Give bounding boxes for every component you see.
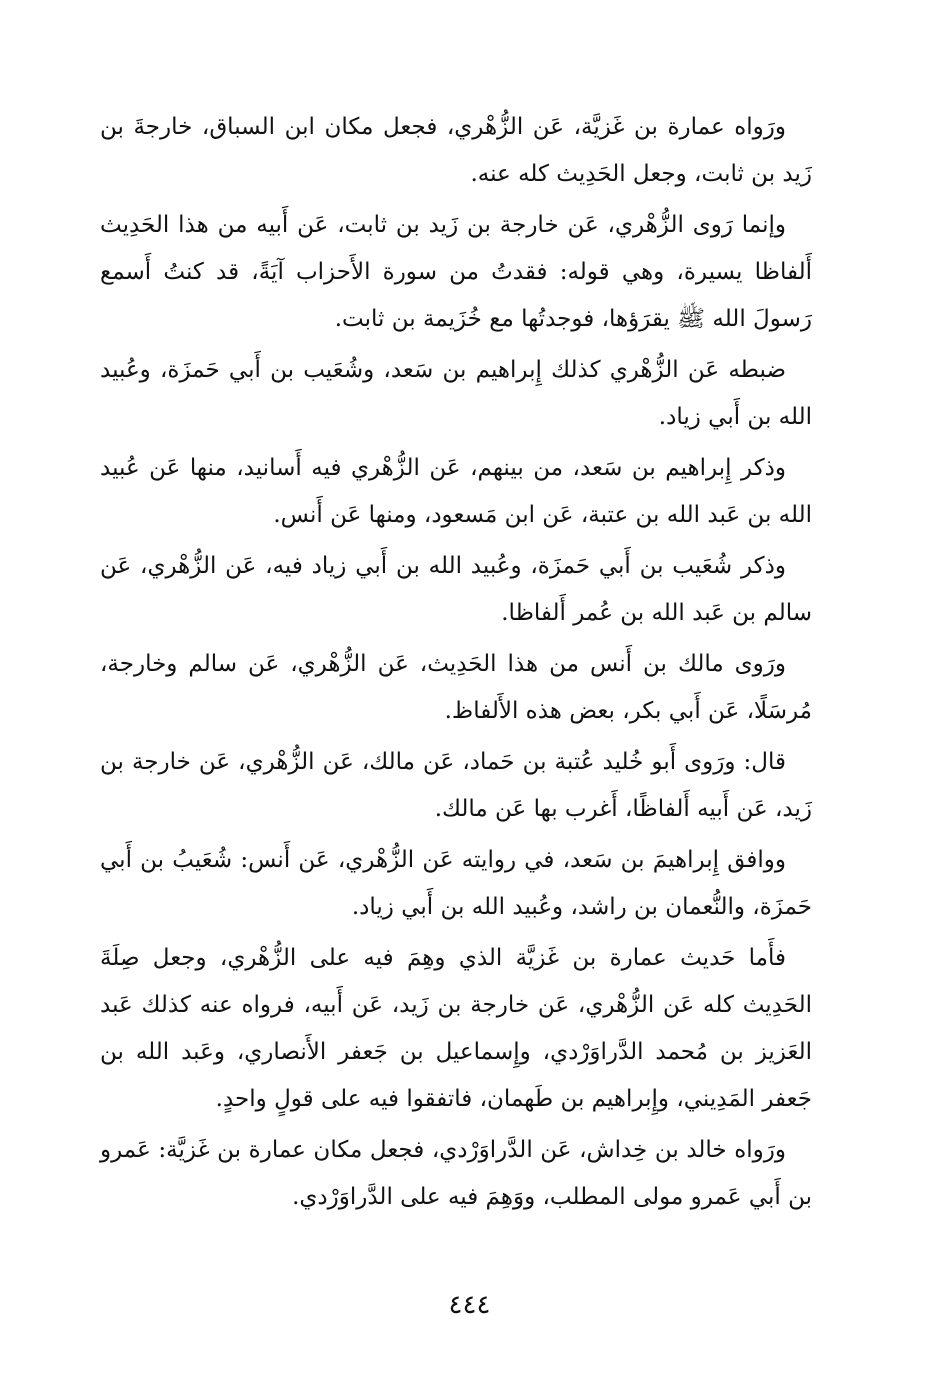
paragraph-10: ورَواه خالد بن خِداش، عَن الدَّراوَرْدي، فجعل مكان عمارة بن غَزيَّة: عَمرو بن أَبي عَمرو مولى المطلب، ووَهِمَ فيه على الدَّراوَرْدي. [100,1137,812,1210]
paragraph-2: وإنما رَوى الزُّهْري، عَن خارجة بن زَيد بن ثابت، عَن أَبيه من هذا الحَدِيث أَلفاظا يسيرة، وهي قوله: فقدتُ من سورة الأَحزاب آيَةً، قد كنتُ أَسمع رَسولَ الله ﷺ يقرَؤها، فوجدتُها مع خُزَيمة بن ثابت. [100,212,812,332]
paragraph-4: وذكر إِبراهيم بن سَعد، من بينهم، عَن الزُّهْري فيه أَسانيد، منها عَن عُبيد الله بن عَبد الله بن عتبة، عَن ابن مَسعود، ومنها عَن أَنس. [100,455,812,528]
paragraph-1: ورَواه عمارة بن غَزيَّة، عَن الزُّهْري، فجعل مكان ابن السباق، خارجةَ بن زَيد بن ثابت، وجعل الحَدِيث كله عنه. [100,114,812,187]
paragraph-6: ورَوى مالك بن أَنس من هذا الحَدِيث، عَن الزُّهْري، عَن سالم وخارجة، مُرسَلًا، عَن أَبي بكر، بعض هذه الأَلفاظ. [100,651,812,724]
main-text [100,104,812,1225]
paragraph-8: ووافق إِبراهيمَ بن سَعد، في روايته عَن الزُّهْري، عَن أَنس: شُعَيبُ بن أَبي حَمزَة، والنُّعمان بن راشد، وعُبيد الله بن أَبي زياد. [100,847,812,920]
page-number: ٤٤٤ [448,1290,491,1320]
paragraph-7: قال: ورَوى أَبو خُليد عُتبة بن حَماد، عَن مالك، عَن الزُّهْري، عَن خارجة بن زَيد، عَن أَبيه أَلفاظًا، أَغرب بها عَن مالك. [100,749,812,822]
paragraph-3: ضبطه عَن الزُّهْري كذلك إِبراهيم بن سَعد، وشُعَيب بن أَبي حَمزَة، وعُبيد الله بن أَبي زياد. [100,357,812,430]
paragraph-9: فأَما حَديث عمارة بن غَزيَّة الذي وهِمَ فيه على الزُّهْري، وجعل صِلَةَ الحَدِيث كله عَن الزُّهْري، عَن خارجة بن زَيد، عَن أَبيه، فرواه عنه كذلك عَبد العَزيز بن مُحمد الدَّراوَرْدي، وإِسماعيل بن جَعفر الأَنصاري، وعَبد الله بن جَعفر المَدِيني، وإِبراهيم بن طَهمان، فاتفقوا فيه على قولٍ واحدٍ. [100,945,812,1112]
paragraph-5: وذكر شُعَيب بن أَبي حَمزَة، وعُبيد الله بن أَبي زياد فيه، عَن الزُّهْري، عَن سالم بن عَبد الله بن عُمر أَلفاظا. [100,553,812,626]
